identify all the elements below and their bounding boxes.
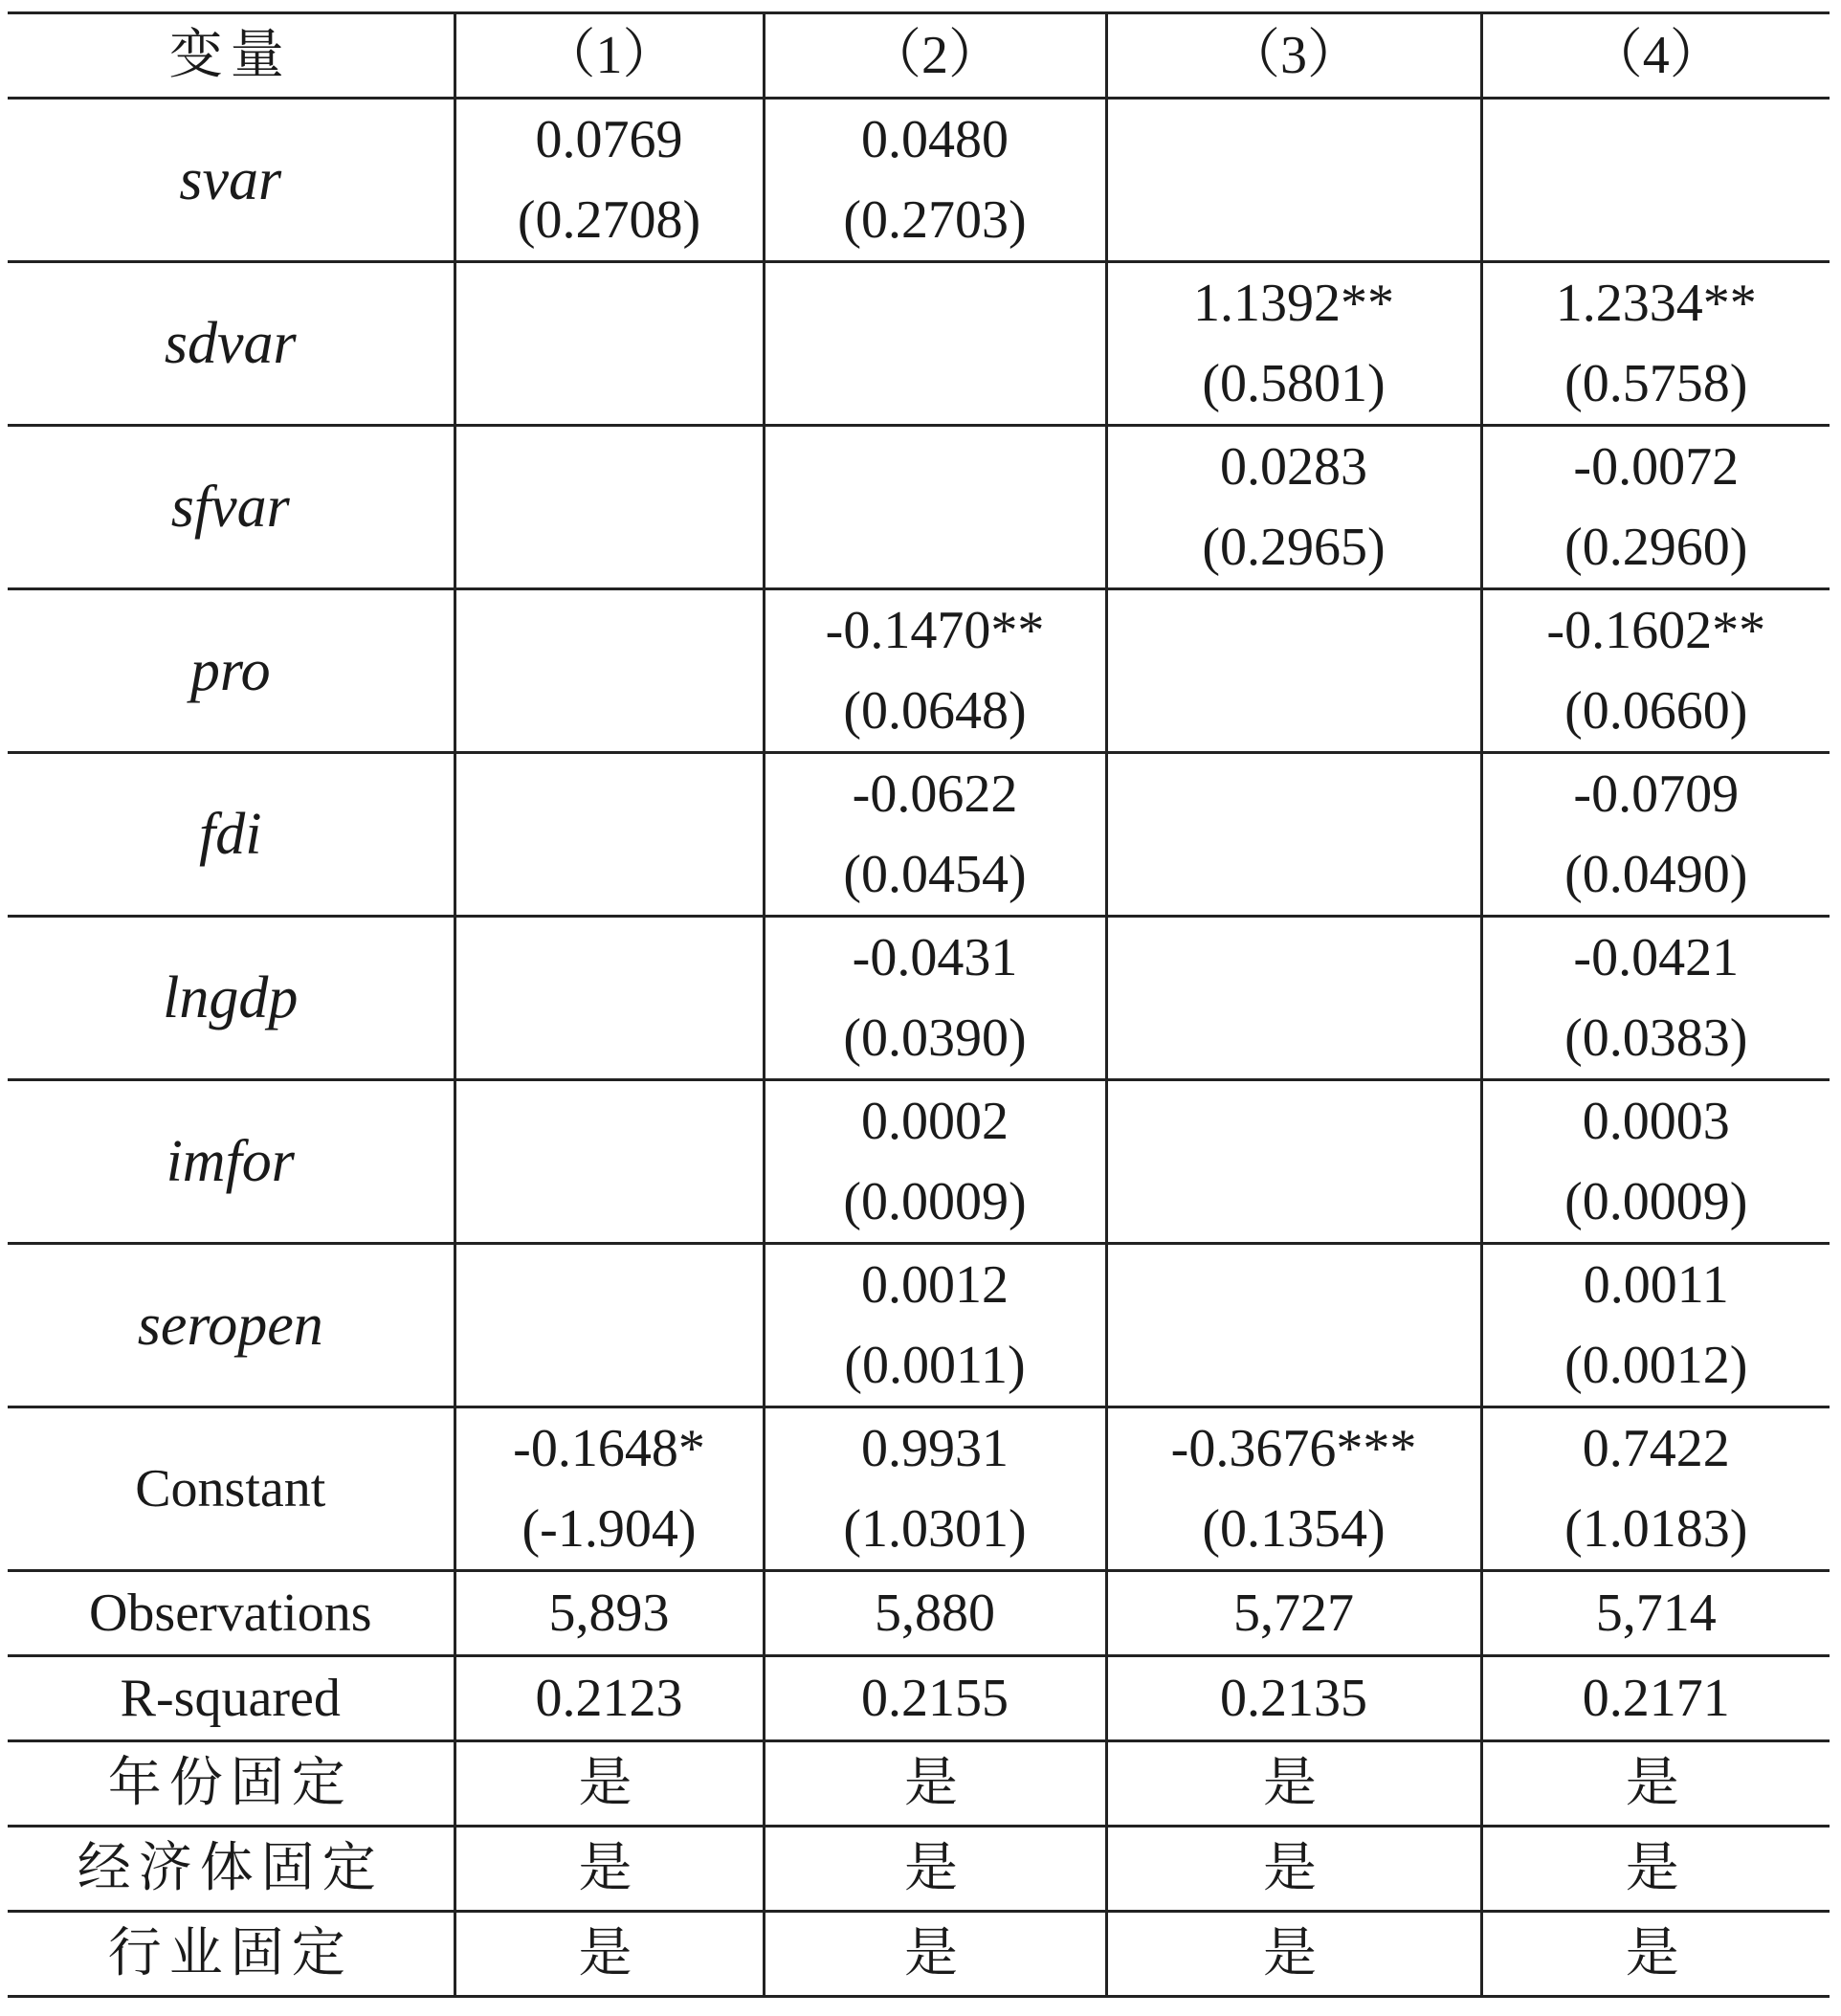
estimate-cell (1106, 589, 1481, 753)
table-row (8, 753, 1830, 917)
fixed-effect-flag: 是 (1106, 1827, 1481, 1912)
estimate-cell (1481, 917, 1830, 1080)
column-header-3: （3） (1106, 13, 1481, 99)
coefficient: -0.0421 (1573, 928, 1740, 987)
coefficient: 0.0283 (1220, 437, 1367, 497)
standard-error: (1.0301) (843, 1499, 1027, 1559)
estimate-cell (764, 1244, 1106, 1407)
estimate-cell (1106, 1080, 1481, 1244)
estimate-cell (764, 1407, 1106, 1571)
standard-error: (0.0454) (843, 845, 1027, 904)
table-row (8, 1407, 1830, 1571)
estimate-cell (1481, 99, 1830, 262)
fixed-effect-flag: 是 (764, 1741, 1106, 1827)
coefficient: -0.3676*** (1170, 1419, 1417, 1478)
statistic-value: 0.2135 (1106, 1656, 1481, 1741)
standard-error: (0.0383) (1564, 1008, 1748, 1068)
regression-table (8, 11, 1830, 1998)
table-row (8, 1080, 1830, 1244)
estimate-cell (455, 917, 764, 1080)
estimate-cell (764, 426, 1106, 589)
variable-header: 变量 (8, 13, 455, 99)
coefficient: 0.9931 (861, 1419, 1009, 1478)
fixed-effect-name: 年份固定 (8, 1741, 455, 1827)
estimate-cell (1481, 262, 1830, 426)
fixed-effect-flag: 是 (1481, 1827, 1830, 1912)
coefficient: -0.0431 (852, 928, 1018, 987)
column-header-2: （2） (764, 13, 1106, 99)
fixed-effect-flag: 是 (1481, 1912, 1830, 1997)
standard-error: (-1.904) (521, 1499, 697, 1559)
standard-error: (0.5801) (1202, 354, 1386, 413)
estimate-cell (455, 589, 764, 753)
header-row (8, 13, 1830, 99)
fixed-effect-flag: 是 (764, 1827, 1106, 1912)
coefficient: 0.0003 (1582, 1092, 1730, 1151)
estimate-cell (764, 1080, 1106, 1244)
statistic-value: 5,893 (455, 1571, 764, 1656)
fixed-effect-flag: 是 (1106, 1912, 1481, 1997)
variable-name: seropen (8, 1244, 455, 1407)
table-body (8, 99, 1830, 1997)
standard-error: (1.0183) (1564, 1499, 1748, 1559)
fixed-effect-flag: 是 (764, 1912, 1106, 1997)
table-row (8, 1827, 1830, 1912)
coefficient: 0.0769 (535, 110, 683, 169)
fixed-effect-flag: 是 (455, 1912, 764, 1997)
variable-name: svar (8, 99, 455, 262)
coefficient: 0.0012 (861, 1255, 1009, 1315)
standard-error: (0.0648) (843, 681, 1027, 741)
estimate-cell (1106, 753, 1481, 917)
standard-error: (0.0490) (1564, 845, 1748, 904)
estimate-cell (764, 589, 1106, 753)
statistic-name: R-squared (8, 1656, 455, 1741)
variable-name: Constant (8, 1407, 455, 1571)
fixed-effect-name: 经济体固定 (8, 1827, 455, 1912)
estimate-cell (764, 753, 1106, 917)
standard-error: (0.2960) (1564, 518, 1748, 577)
estimate-cell (1106, 1244, 1481, 1407)
fixed-effect-flag: 是 (1481, 1741, 1830, 1827)
coefficient: 0.0002 (861, 1092, 1009, 1151)
standard-error: (0.0009) (1564, 1172, 1748, 1231)
estimate-cell (455, 262, 764, 426)
table-row (8, 262, 1830, 426)
estimate-cell (1481, 753, 1830, 917)
column-header-1: （1） (455, 13, 764, 99)
standard-error: (0.5758) (1564, 354, 1748, 413)
estimate-cell (1106, 99, 1481, 262)
variable-name: fdi (8, 753, 455, 917)
coefficient: 0.0480 (861, 110, 1009, 169)
estimate-cell (1481, 589, 1830, 753)
standard-error: (0.0011) (844, 1336, 1026, 1395)
fixed-effect-flag: 是 (1106, 1741, 1481, 1827)
standard-error: (0.0660) (1564, 681, 1748, 741)
estimate-cell (1106, 917, 1481, 1080)
estimate-cell (1481, 1407, 1830, 1571)
standard-error: (0.0390) (843, 1008, 1027, 1068)
estimate-cell (455, 1080, 764, 1244)
variable-name: sfvar (8, 426, 455, 589)
estimate-cell (455, 426, 764, 589)
estimate-cell (1106, 1407, 1481, 1571)
fixed-effect-flag: 是 (455, 1827, 764, 1912)
coefficient: -0.0072 (1573, 437, 1740, 497)
fixed-effect-flag: 是 (455, 1741, 764, 1827)
table-row (8, 1571, 1830, 1656)
table-row (8, 1912, 1830, 1997)
estimate-cell (1106, 426, 1481, 589)
standard-error: (0.1354) (1202, 1499, 1386, 1559)
statistic-value: 5,714 (1481, 1571, 1830, 1656)
column-header-4: （4） (1481, 13, 1830, 99)
coefficient: -0.1470** (825, 601, 1045, 660)
estimate-cell (764, 262, 1106, 426)
variable-name: sdvar (8, 262, 455, 426)
estimate-cell (764, 99, 1106, 262)
coefficient: 0.0011 (1583, 1255, 1729, 1315)
estimate-cell (455, 1407, 764, 1571)
estimate-cell (455, 753, 764, 917)
fixed-effect-name: 行业固定 (8, 1912, 455, 1997)
table-row (8, 589, 1830, 753)
estimate-cell (764, 917, 1106, 1080)
estimate-cell (455, 99, 764, 262)
coefficient: -0.1648* (513, 1419, 705, 1478)
statistic-value: 0.2123 (455, 1656, 764, 1741)
statistic-value: 5,880 (764, 1571, 1106, 1656)
coefficient: 1.1392** (1193, 274, 1394, 333)
variable-name: imfor (8, 1080, 455, 1244)
standard-error: (0.2708) (517, 190, 701, 250)
coefficient: 0.7422 (1582, 1419, 1730, 1478)
table-row (8, 426, 1830, 589)
statistic-name: Observations (8, 1571, 455, 1656)
coefficient: -0.0709 (1573, 764, 1740, 824)
estimate-cell (1481, 1244, 1830, 1407)
variable-name: lngdp (8, 917, 455, 1080)
table-row (8, 1244, 1830, 1407)
estimate-cell (1106, 262, 1481, 426)
estimate-cell (1481, 426, 1830, 589)
standard-error: (0.2703) (843, 190, 1027, 250)
standard-error: (0.0012) (1564, 1336, 1748, 1395)
statistic-value: 0.2155 (764, 1656, 1106, 1741)
estimate-cell (455, 1244, 764, 1407)
standard-error: (0.0009) (843, 1172, 1027, 1231)
standard-error: (0.2965) (1202, 518, 1386, 577)
table-row (8, 917, 1830, 1080)
statistic-value: 5,727 (1106, 1571, 1481, 1656)
coefficient: -0.1602** (1546, 601, 1766, 660)
statistic-value: 0.2171 (1481, 1656, 1830, 1741)
coefficient: -0.0622 (852, 764, 1018, 824)
estimate-cell (1481, 1080, 1830, 1244)
table-row (8, 1656, 1830, 1741)
coefficient: 1.2334** (1555, 274, 1757, 333)
variable-name: pro (8, 589, 455, 753)
table-row (8, 99, 1830, 262)
table-row (8, 1741, 1830, 1827)
